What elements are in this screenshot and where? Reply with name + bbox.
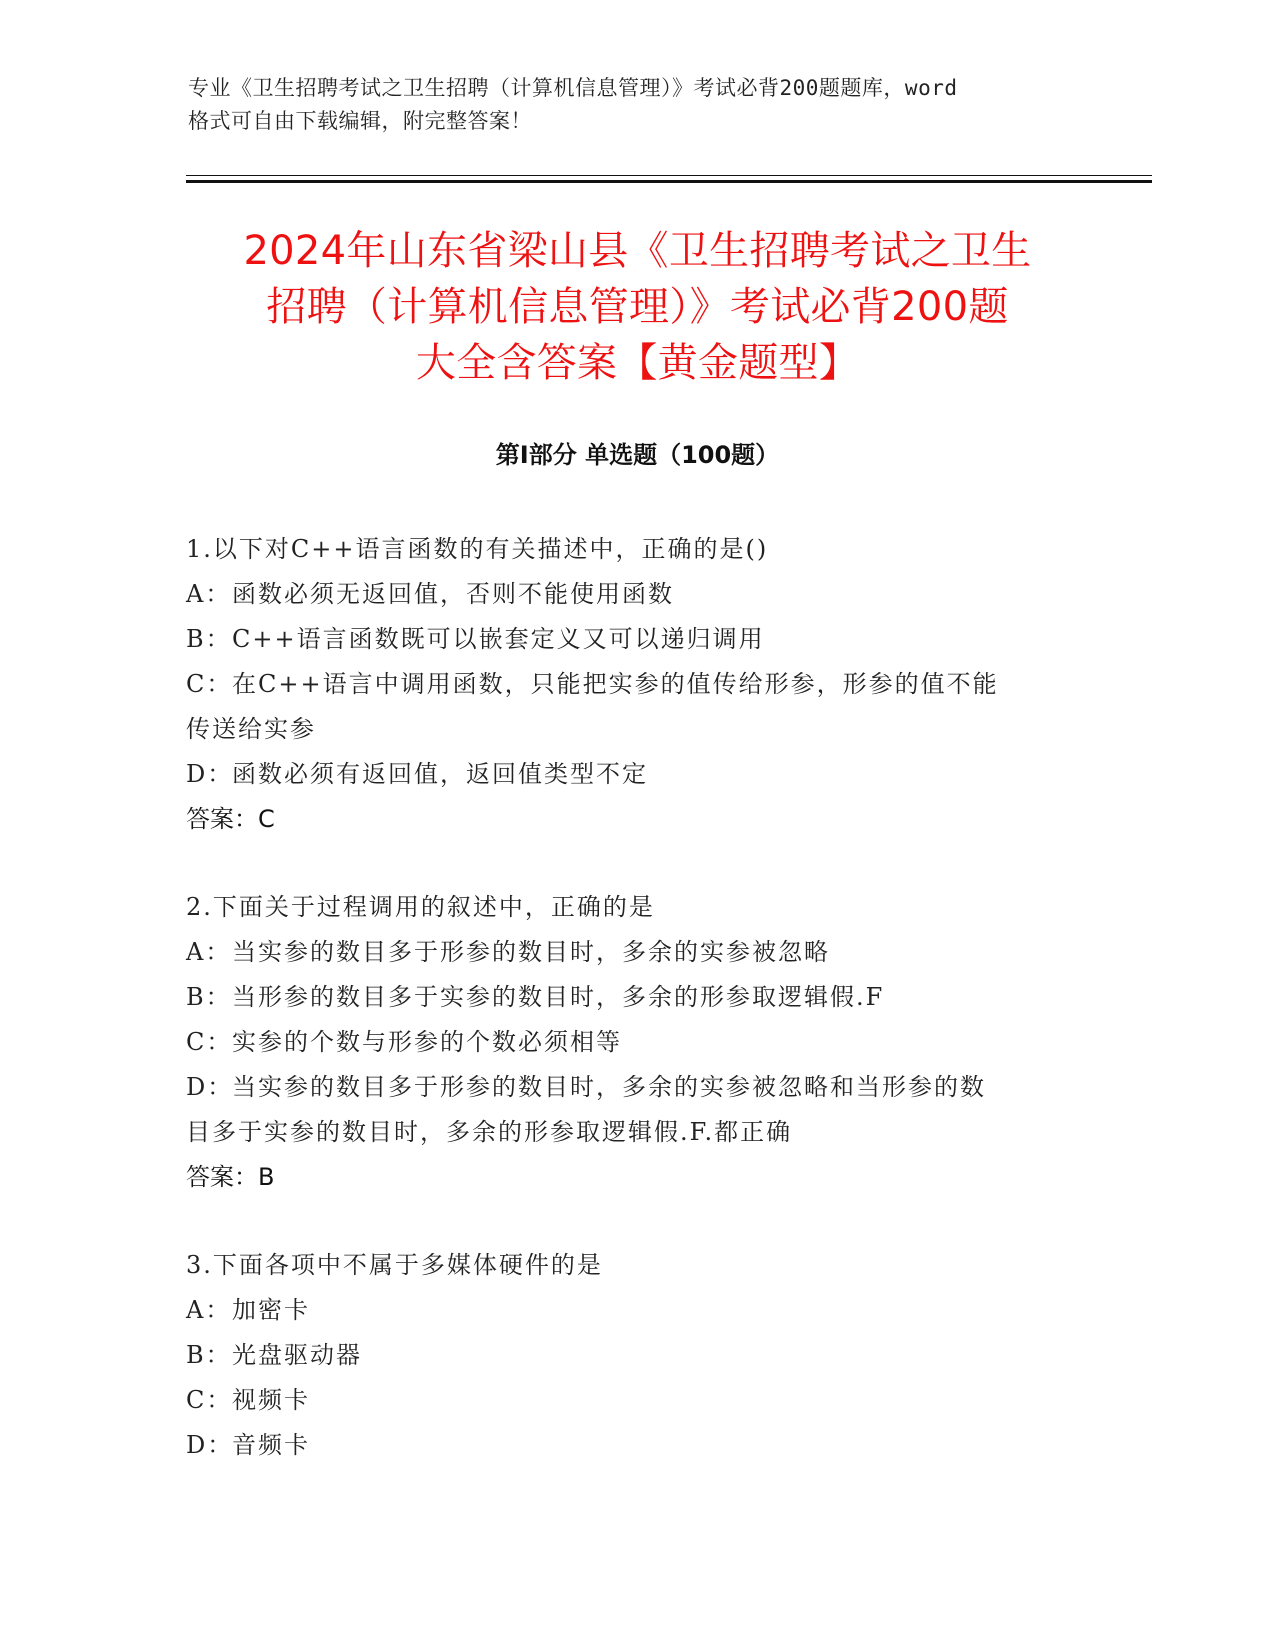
answer: 答案：B <box>186 1163 275 1191</box>
header-rule-thin <box>186 175 1152 176</box>
option-key: C： <box>186 1028 233 1056</box>
option-key: A： <box>186 1296 232 1324</box>
header-rule-thick <box>186 180 1152 183</box>
question-1 <box>186 527 1076 842</box>
option-key: B： <box>186 983 232 1011</box>
option-text: 实参的个数与形参的个数必须相等 <box>232 1028 622 1056</box>
option-key: A： <box>186 580 232 608</box>
option-key: D： <box>186 760 234 788</box>
header-note-line-1: 专业《卫生招聘考试之卫生招聘（计算机信息管理）》考试必背200题题库，word <box>188 76 958 100</box>
option-text: 函数必须无返回值，否则不能使用函数 <box>232 580 674 608</box>
option-text: 函数必须有返回值，返回值类型不定 <box>232 760 648 788</box>
option-b <box>186 975 1076 1020</box>
option-d <box>186 752 1076 797</box>
document-title-line-3: 大全含答案【黄金题型】 <box>415 340 860 386</box>
option-text: 加密卡 <box>232 1296 310 1324</box>
question-stem: 1.以下对C++语言函数的有关描述中，正确的是() <box>186 535 769 563</box>
option-text: 在C++语言中调用函数，只能把实参的值传给形参，形参的值不能 <box>232 670 999 698</box>
option-a <box>186 572 1076 617</box>
option-b <box>186 1333 1076 1378</box>
option-a <box>186 1288 1076 1333</box>
option-c <box>186 1378 1076 1423</box>
option-key: B： <box>186 625 232 653</box>
document-title <box>150 223 1125 391</box>
option-key: D： <box>186 1073 234 1101</box>
option-key: C： <box>186 670 233 698</box>
option-c <box>186 1020 1076 1065</box>
option-text: 当实参的数目多于形参的数目时，多余的实参被忽略和当形参的数 <box>232 1073 986 1101</box>
option-text: C++语言函数既可以嵌套定义又可以递归调用 <box>232 625 765 653</box>
option-key: C： <box>186 1386 233 1414</box>
question-2 <box>186 885 1076 1200</box>
question-3 <box>186 1243 1076 1468</box>
option-key: D： <box>186 1431 234 1459</box>
option-text-continued: 传送给实参 <box>186 715 316 743</box>
option-text-continued: 目多于实参的数目时，多余的形参取逻辑假.F.都正确 <box>186 1118 793 1146</box>
question-stem: 3.下面各项中不属于多媒体硬件的是 <box>186 1251 603 1279</box>
option-key: A： <box>186 938 232 966</box>
option-text: 视频卡 <box>232 1386 310 1414</box>
option-d <box>186 1423 1076 1468</box>
option-b <box>186 617 1076 662</box>
option-text: 当实参的数目多于形参的数目时，多余的实参被忽略 <box>232 938 830 966</box>
document-title-line-2: 招聘（计算机信息管理）》考试必背200题 <box>266 284 1009 330</box>
answer: 答案：C <box>186 805 275 833</box>
header-note-line-2: 格式可自由下载编辑，附完整答案！ <box>188 109 532 133</box>
option-text: 音频卡 <box>232 1431 310 1459</box>
section-heading: 第Ⅰ部分 单选题（100题） <box>495 441 780 469</box>
question-stem: 2.下面关于过程调用的叙述中，正确的是 <box>186 893 655 921</box>
header-note <box>188 72 1088 138</box>
document-title-line-1: 2024年山东省梁山县《卫生招聘考试之卫生 <box>243 228 1032 274</box>
option-text: 光盘驱动器 <box>232 1341 362 1369</box>
question-list <box>186 527 1076 1511</box>
option-a <box>186 930 1076 975</box>
option-c <box>186 662 1076 752</box>
option-d <box>186 1065 1076 1155</box>
option-text: 当形参的数目多于实参的数目时，多余的形参取逻辑假.F <box>232 983 885 1011</box>
option-key: B： <box>186 1341 232 1369</box>
